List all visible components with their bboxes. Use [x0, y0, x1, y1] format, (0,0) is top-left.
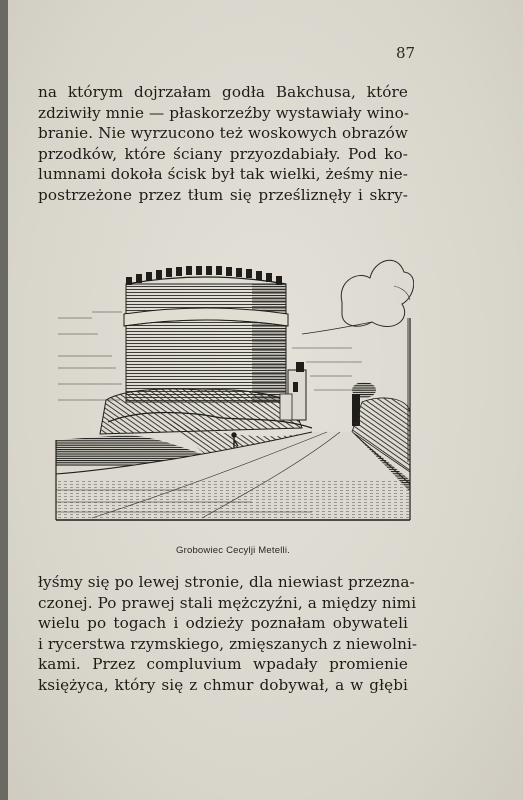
text-line: na którym dojrzałam godła Bakchusa, które	[38, 83, 408, 101]
text-line: czonej. Po prawej stali mężczyźni, a między nimi	[38, 593, 417, 612]
text-line: księżyca, który się z chmur dobywał, a w głębi	[38, 675, 408, 694]
book-page	[8, 0, 523, 800]
paragraph-bottom	[38, 572, 418, 695]
text-line: przodków, które ściany przyozdabiały. Pod ko-	[38, 144, 408, 163]
text-line: postrzeżone przez tłum się prześliznęły i skry-	[38, 185, 408, 204]
text-line: kami. Przez compluvium wpadały promienie	[38, 655, 408, 673]
paragraph-top	[38, 82, 408, 205]
text-line: wielu po togach i odzieży poznałam obywateli	[38, 614, 408, 632]
page-number: 87	[396, 44, 416, 62]
text-line: lumnami dokoła ścisk był tak wielki, żeśmy nie-	[38, 165, 408, 183]
text-line: i rycerstwa rzymskiego, zmięszanych z niewolni-	[38, 634, 418, 653]
text-line: branie. Nie wyrzucono też woskowych obrazów	[38, 124, 408, 142]
figure-caption: Grobowiec Cecylji Metelli.	[176, 545, 290, 556]
text-line: zdziwiły mnie — płaskorzeźby wystawiały wino-	[38, 103, 410, 122]
text-line: łyśmy się po lewej stronie, dla niewiast przezna-	[38, 573, 415, 591]
tomb-illustration	[52, 222, 414, 524]
